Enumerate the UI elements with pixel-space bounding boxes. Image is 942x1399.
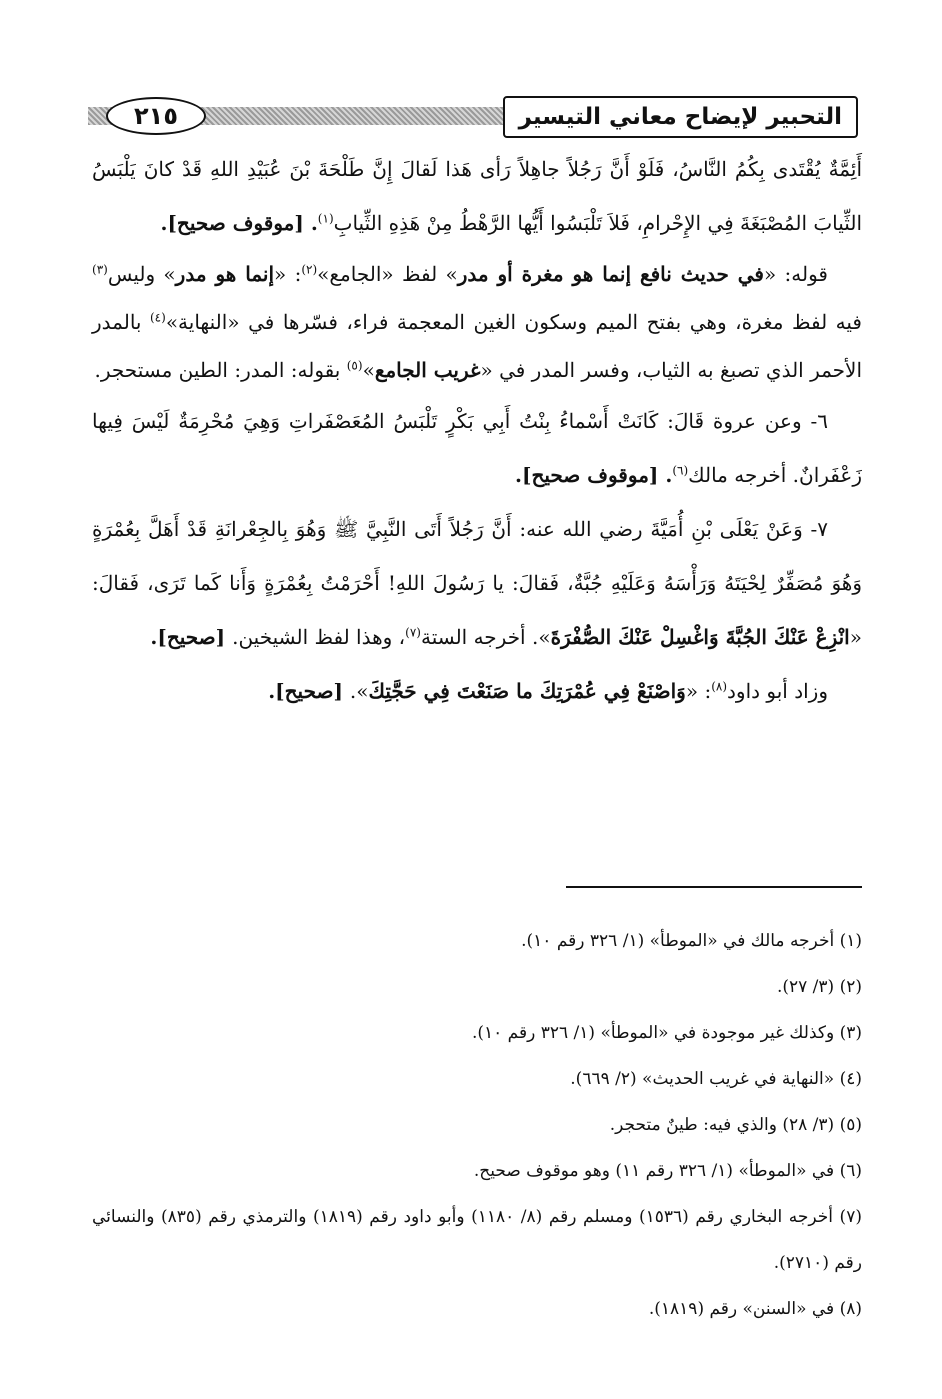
footnote-ref-3[interactable]: (٣) [92, 262, 108, 277]
paragraph-abu-dawud: وزاد أبو داود$^{(٨)}$: «وَاصْنَعْ فِي عُمْرَتِكَ ما صَنَعْتَ فِي حَجَّتِكَ». [صحيح]. [268, 679, 828, 703]
footnote-2: (٢) (٣/ ٢٧). [776, 977, 862, 997]
footnote-ref-8[interactable]: (٨) [711, 679, 728, 694]
footnote-ref-4[interactable]: (٤) [149, 310, 166, 325]
page-number: ٢١٥ [106, 97, 206, 135]
footnote-6: (٦) في «الموطأ» (١/ ٣٢٦ رقم ١١) وهو موقوف صحيح. [473, 1161, 862, 1181]
grade: . [موقوف صحيح]. [160, 211, 318, 235]
footnotes [92, 918, 862, 1332]
footnote-4: (٤) «النهاية في غريب الحديث» (٢/ ٦٦٩). [570, 1069, 862, 1089]
grade: . [موقوف صحيح]. [515, 463, 673, 487]
paragraph-2: قوله: «في حديث نافع إنما هو مغرة أو مدر» لفظ «الجامع»$^{(٢)}$: «إنما هو مدر» وليس$^{(٣)}$ فيه لفظ مغرة، وهي بفتح الميم وسكون الغين المعجمة فراء، فسّرها في «النهاية»$^{(٤)}$ بالمدر الأحمر الذي تصبغ به الثياب، وفسر المدر في «غريب الجامع»$^{(٥)}$ بقوله: المدر: الطين مستحجر. [92, 262, 862, 382]
paragraph-1: أَئِمَّةٌ يُقْتَدى بِكُمُ النَّاسُ، فَلَوْ أَنَّ رَجُلاً جاهِلاً رَأى هَذا لَقالَ إِنَّ طَلْحَةَ بْنَ عُبَيْدِ اللهِ قَدْ كانَ يَلْبَسُ الثِّيابَ المُصْبَغَةَ فِي الإِحْرامِ، فَلاَ تَلْبَسُوا أَيُّها الرَّهْطُ مِنْ هَذِهِ الثِّيابِ$^{(١)}$. [موقوف صحيح]. [92, 157, 862, 235]
running-header [88, 96, 858, 138]
main-text [92, 142, 862, 718]
grade: [صحيح]. [268, 679, 350, 703]
footnote-5: (٥) (٣/ ٢٨) والذي فيه: طينٌ متحجر. [609, 1115, 862, 1135]
footnote-ref-1[interactable]: (١) [317, 211, 334, 226]
paragraph-hadith-6: ٦- وعن عروة قَالَ: كَانَتْ أَسْماءُ بِنْتُ أَبِي بَكْرٍ تَلْبَسُ المُعَصْفَراتِ وَهِيَ مُحْرِمَةٌ لَيْسَ فِيها زَعْفَرانٌ. أخرجه مالك$^{(٦)}$. [موقوف صحيح]. [92, 409, 862, 487]
grade: [صحيح]. [150, 625, 233, 649]
footnote-ref-6[interactable]: (٦) [672, 463, 689, 478]
footnote-8: (٨) في «السنن» رقم (١٨١٩). [648, 1299, 862, 1319]
footnote-3: (٣) وكذلك غير موجودة في «الموطأ» (١/ ٣٢٦ رقم ١٠). [471, 1023, 862, 1043]
footnote-1: (١) أخرجه مالك في «الموطأ» (١/ ٣٢٦ رقم ١٠). [521, 931, 862, 951]
paragraph-hadith-7: ٧- وَعَنْ يَعْلَى بْنِ أُمَيَّةَ رضي الله عنه: أَنَّ رَجُلاً أَتَى النَّبِيَّ ﷺ وَهُوَ بِالجِعْرانَةِ قَدْ أَهَلَّ بِعُمْرَةٍ وَهُوَ مُصَفِّرٌ لِحْيَتَهُ وَرَأْسَهُ وَعَلَيْهِ جُبَّةٌ، فَقالَ: يا رَسُولَ اللهِ! أَحْرَمْتُ بِعُمْرَةٍ وَأَنا كَما تَرَى، فَقالَ: «انْزِعْ عَنْكَ الجُبَّةَ وَاغْسِلْ عَنْكَ الصُّفْرَةَ». أخرجه الستة$^{(٧)}$، وهذا لفظ الشيخين. [صحيح]. [92, 517, 862, 649]
book-title: التحبير لإيضاح معاني التيسير [503, 96, 858, 138]
footnote-7: (٧) أخرجه البخاري رقم (١٥٣٦) ومسلم رقم (٨/ ١١٨٠) وأبو داود رقم (١٨١٩) والترمذي رقم (٨٣٥) والنسائي رقم (٢٧١٠). [92, 1207, 862, 1273]
footnote-ref-5[interactable]: (٥) [346, 358, 363, 373]
footnote-ref-2[interactable]: (٢) [301, 262, 318, 277]
footnote-ref-7[interactable]: (٧) [405, 625, 421, 640]
footnote-separator [566, 886, 862, 888]
